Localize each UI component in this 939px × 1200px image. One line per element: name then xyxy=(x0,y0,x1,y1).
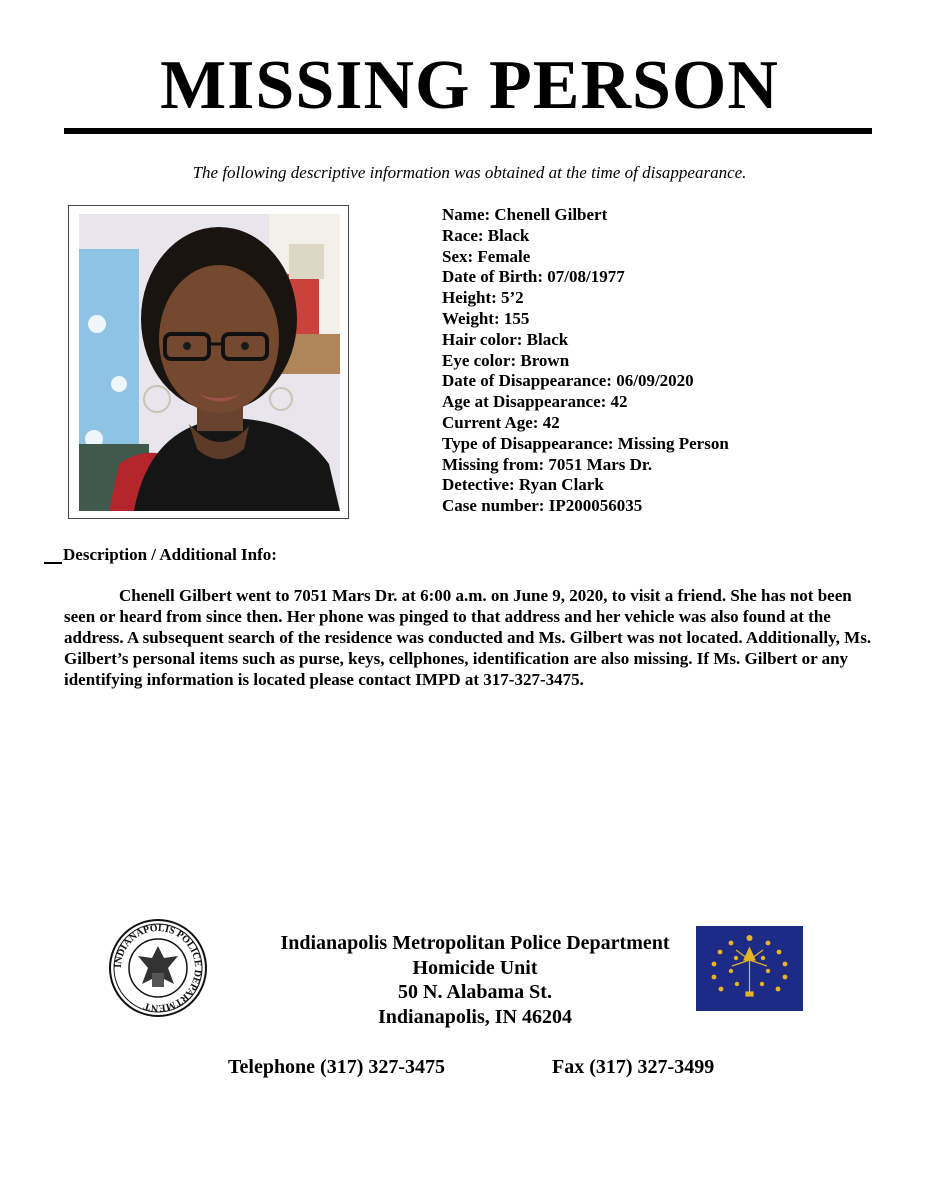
description-heading xyxy=(44,545,277,565)
missing-person-photo xyxy=(79,214,340,511)
fax: Fax (317) 327-3499 xyxy=(552,1056,715,1078)
detail-height: Height: 5’2 xyxy=(442,288,524,308)
detail-current-age: Current Age: 42 xyxy=(442,412,560,432)
police-seal-icon xyxy=(108,918,208,1018)
page-title: MISSING PERSON xyxy=(160,47,779,124)
detail-race: Race: Black xyxy=(442,225,530,245)
detail-hair-color: Hair color: Black xyxy=(442,329,569,349)
agency-street: 50 N. Alabama St. xyxy=(398,981,552,1003)
detail-date-of-birth: Date of Birth: 07/08/1977 xyxy=(442,267,625,287)
detail-missing-from: Missing from: 7051 Mars Dr. xyxy=(442,454,653,474)
description-heading-text: Description / Additional Info: xyxy=(63,545,277,564)
seal-text: INDIANAPOLIS POLICE DEPARTMENT xyxy=(112,922,204,1014)
description-body: Chenell Gilbert went to 7051 Mars Dr. at 6:00 a.m. on June 9, 2020, to visit a friend. She has not been seen or heard from since then. Her phone was pinged to that address and her vehicle was also found at the address. A subsequent search of the residence was conducted and Ms. Gilbert was not located. Additionally, Ms. Gilbert’s personal items such as purse, keys, cellphones, identification are also missing. If Ms. Gilbert or any identifying information is located please contact IMPD at 317-327-3475. xyxy=(64,586,872,689)
agency-name: Indianapolis Metropolitan Police Department xyxy=(280,932,670,954)
detail-sex: Sex: Female xyxy=(442,246,531,266)
subtitle: The following descriptive information was obtained at the time of disappearance. xyxy=(192,163,747,182)
detail-name: Name: Chenell Gilbert xyxy=(442,205,608,224)
agency-city: Indianapolis, IN 46204 xyxy=(378,1005,572,1028)
photo-frame xyxy=(68,205,349,519)
detail-type-of-disappearance: Type of Disappearance: Missing Person xyxy=(442,433,729,453)
indiana-flag-icon xyxy=(696,926,803,1011)
agency-unit: Homicide Unit xyxy=(412,956,538,979)
title-underline xyxy=(64,128,872,134)
detail-detective: Detective: Ryan Clark xyxy=(442,475,604,495)
agency-address-block xyxy=(250,931,700,1029)
detail-case-number: Case number: IP200056035 xyxy=(442,496,643,516)
person-details xyxy=(442,205,902,517)
detail-date-of-disappearance: Date of Disappearance: 06/09/2020 xyxy=(442,371,694,391)
detail-eye-color: Eye color: Brown xyxy=(442,350,570,370)
heading-dash xyxy=(44,562,62,564)
detail-age-at-disappearance: Age at Disappearance: 42 xyxy=(442,392,628,412)
telephone: Telephone (317) 327-3475 xyxy=(228,1056,446,1078)
detail-weight: Weight: 155 xyxy=(442,308,530,328)
